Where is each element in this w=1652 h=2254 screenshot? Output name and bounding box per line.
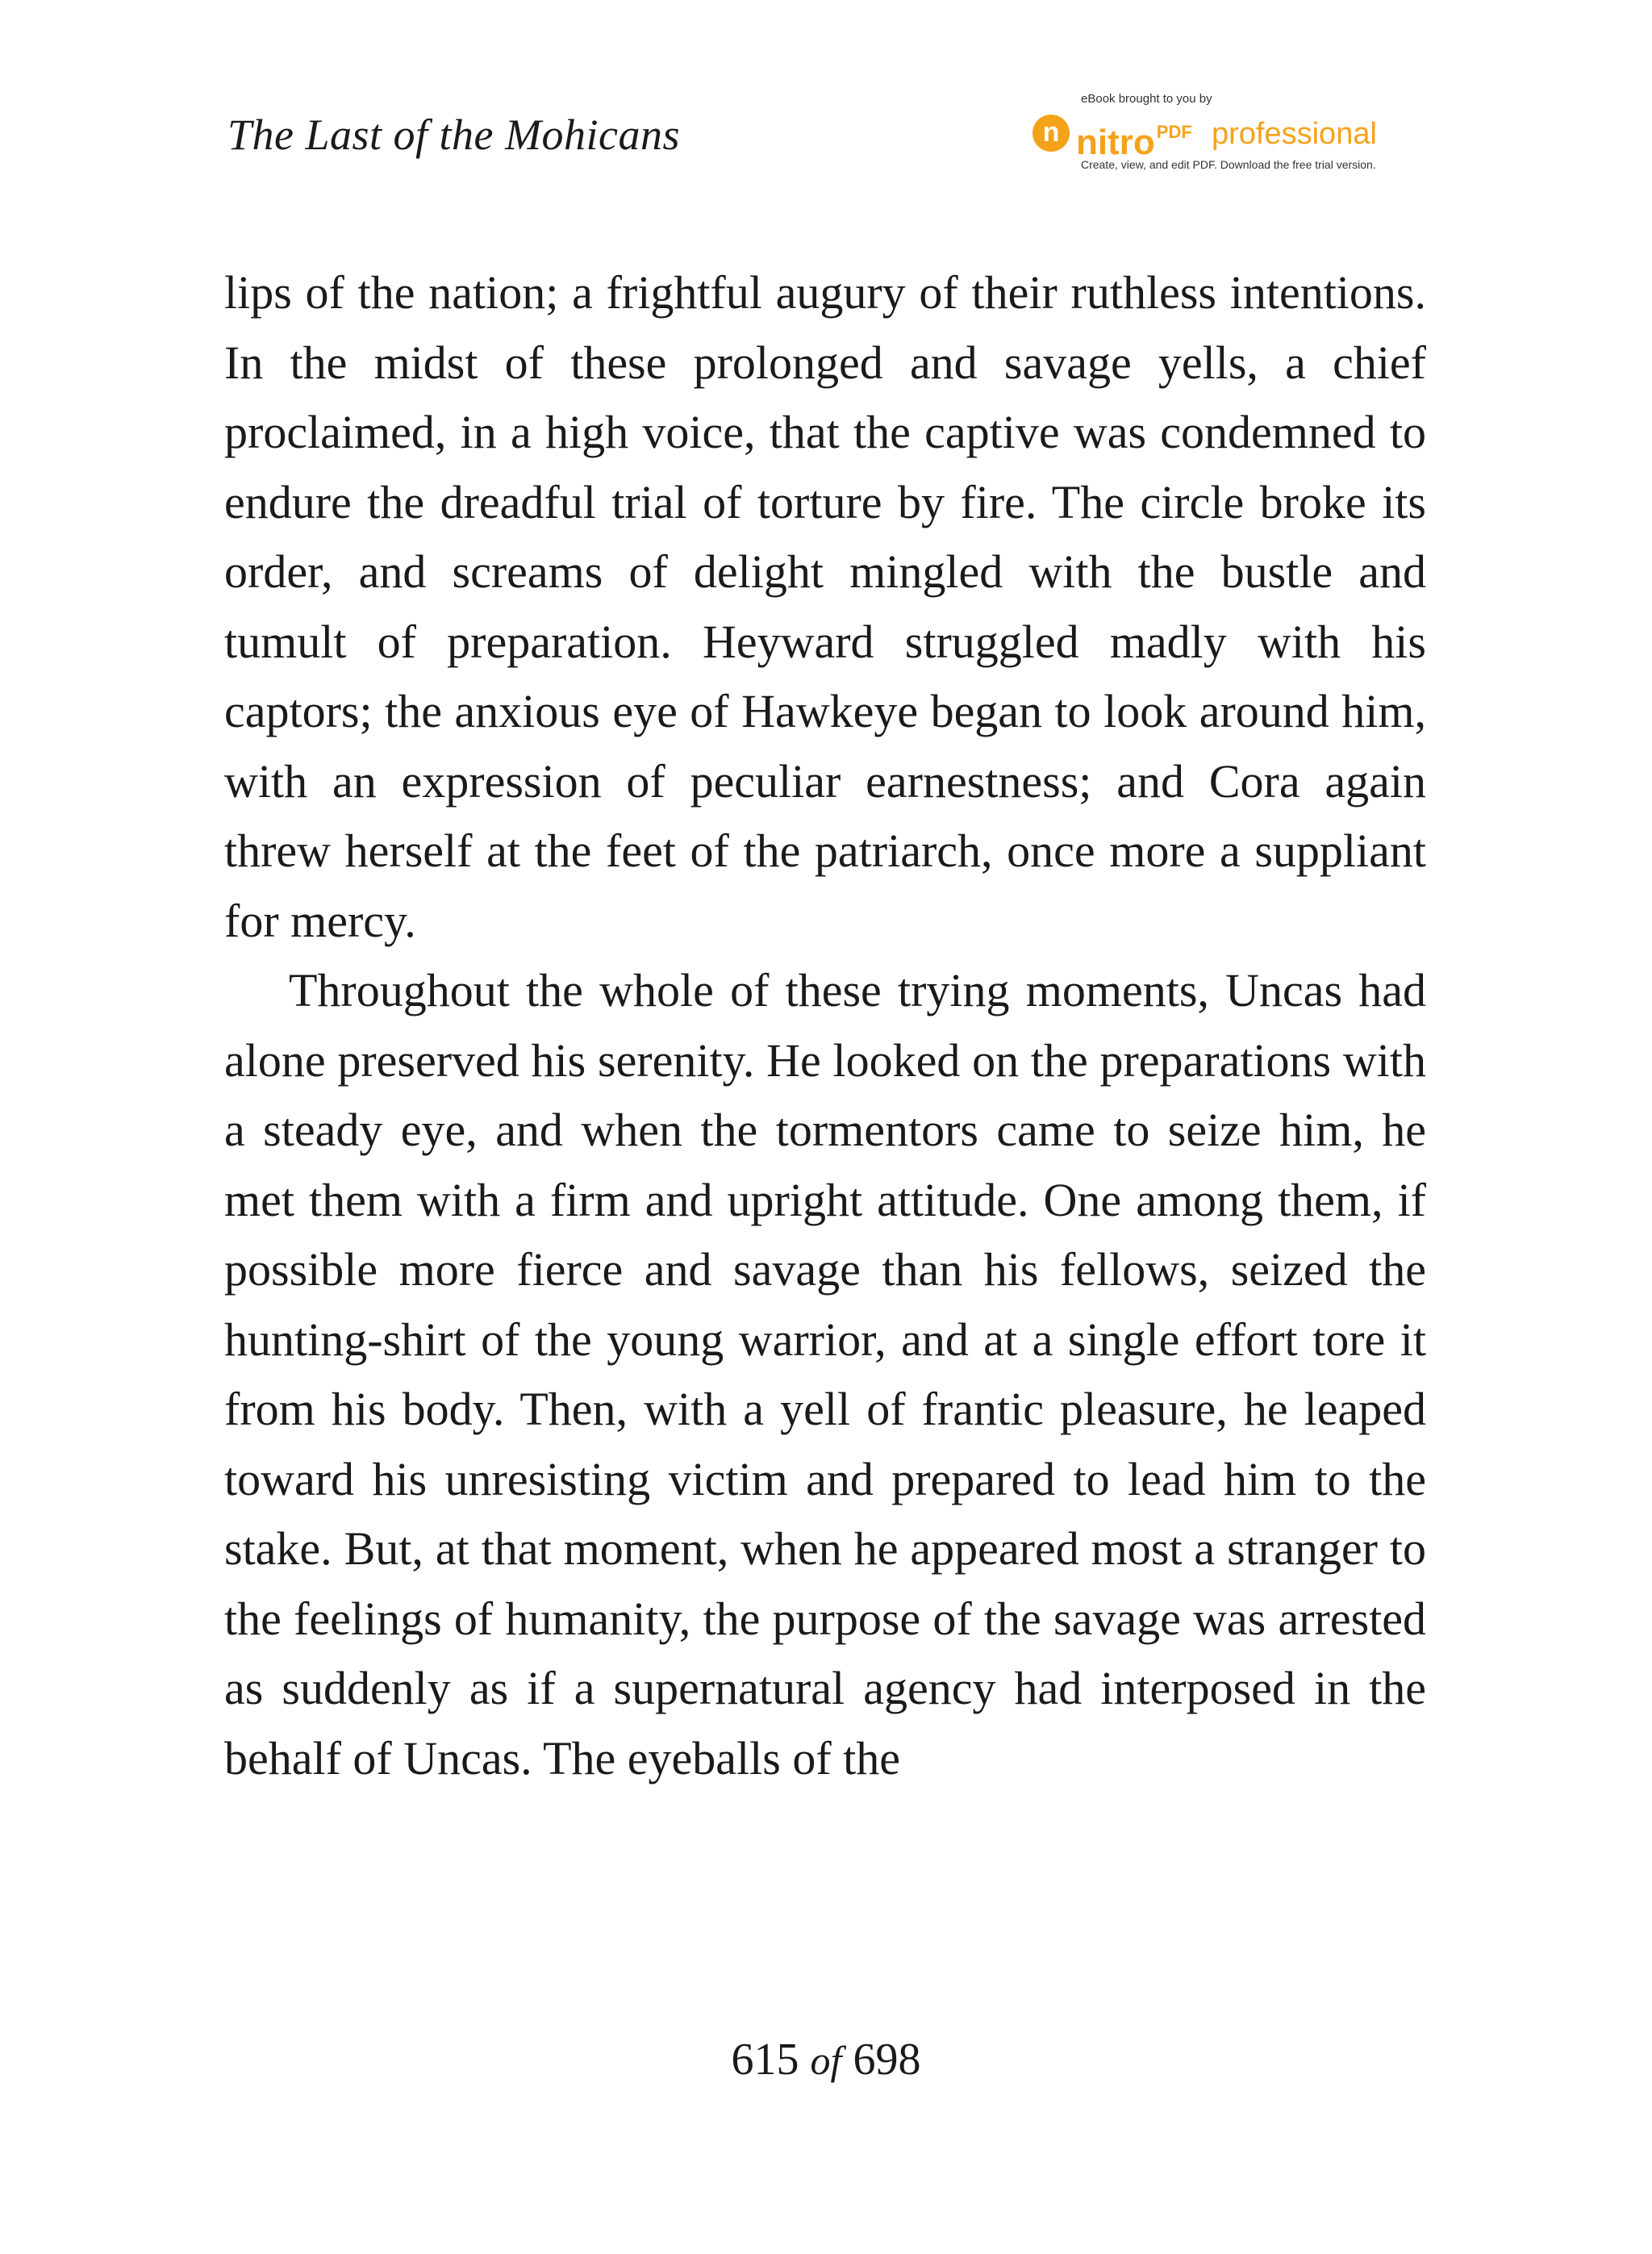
running-title: The Last of the Mohicans	[227, 111, 680, 159]
paragraph: Throughout the whole of these trying moments, Uncas had alone preserved his serenity. He looked on the preparations with a steady eye, and when the tormentors came to seize him, he met them with a firm and upright attitude. One among them, if possible more fierce and savage than his fellows, seized the hunting-shirt of the young warrior, and at a single effort tore it from his body. Then, with a yell of frantic pleasure, he leaped toward his unresisting victim and prepared to lead him to the stake. But, at that moment, when he appeared most a stranger to the feelings of humanity, the purpose of the savage was arrested as suddenly as if a supernatural agency had interposed in the behalf of Uncas. The eyeballs of the	[224, 964, 1426, 1784]
promo-brand	[1076, 111, 1192, 164]
page-number	[0, 2031, 1652, 2089]
current-page-number: 615	[731, 2035, 799, 2085]
total-page-count: 698	[853, 2035, 921, 2085]
promo-brand-name: nitro	[1076, 123, 1155, 162]
promo-brand-superscript: PDF	[1156, 122, 1192, 142]
paragraph: lips of the nation; a frightful augury of their ruthless intentions. In the midst of these prolonged and savage yells, a chief proclaimed, in a high voice, that the captive was condemned to endure the dreadful trial of torture by fire. The circle broke its order, and screams of delight mingled with the bustle and tumult of preparation. Heyward struggled madly with his captors; the anxious eye of Hawkeye began to look around him, with an expression of peculiar earnestness; and Cora again threw herself at the feet of the patriarch, once more a suppliant for mercy.	[224, 266, 1426, 947]
nitro-pdf-promo-banner[interactable]	[1024, 87, 1412, 177]
promo-subline: Create, view, and edit PDF. Download the free trial version.	[1081, 158, 1376, 171]
nitro-logo-icon: n	[1032, 115, 1070, 152]
promo-tagline: eBook brought to you by	[1081, 92, 1212, 106]
page-of-word: of	[810, 2038, 842, 2083]
page-body	[224, 258, 1426, 1793]
promo-edition: professional	[1212, 117, 1377, 151]
